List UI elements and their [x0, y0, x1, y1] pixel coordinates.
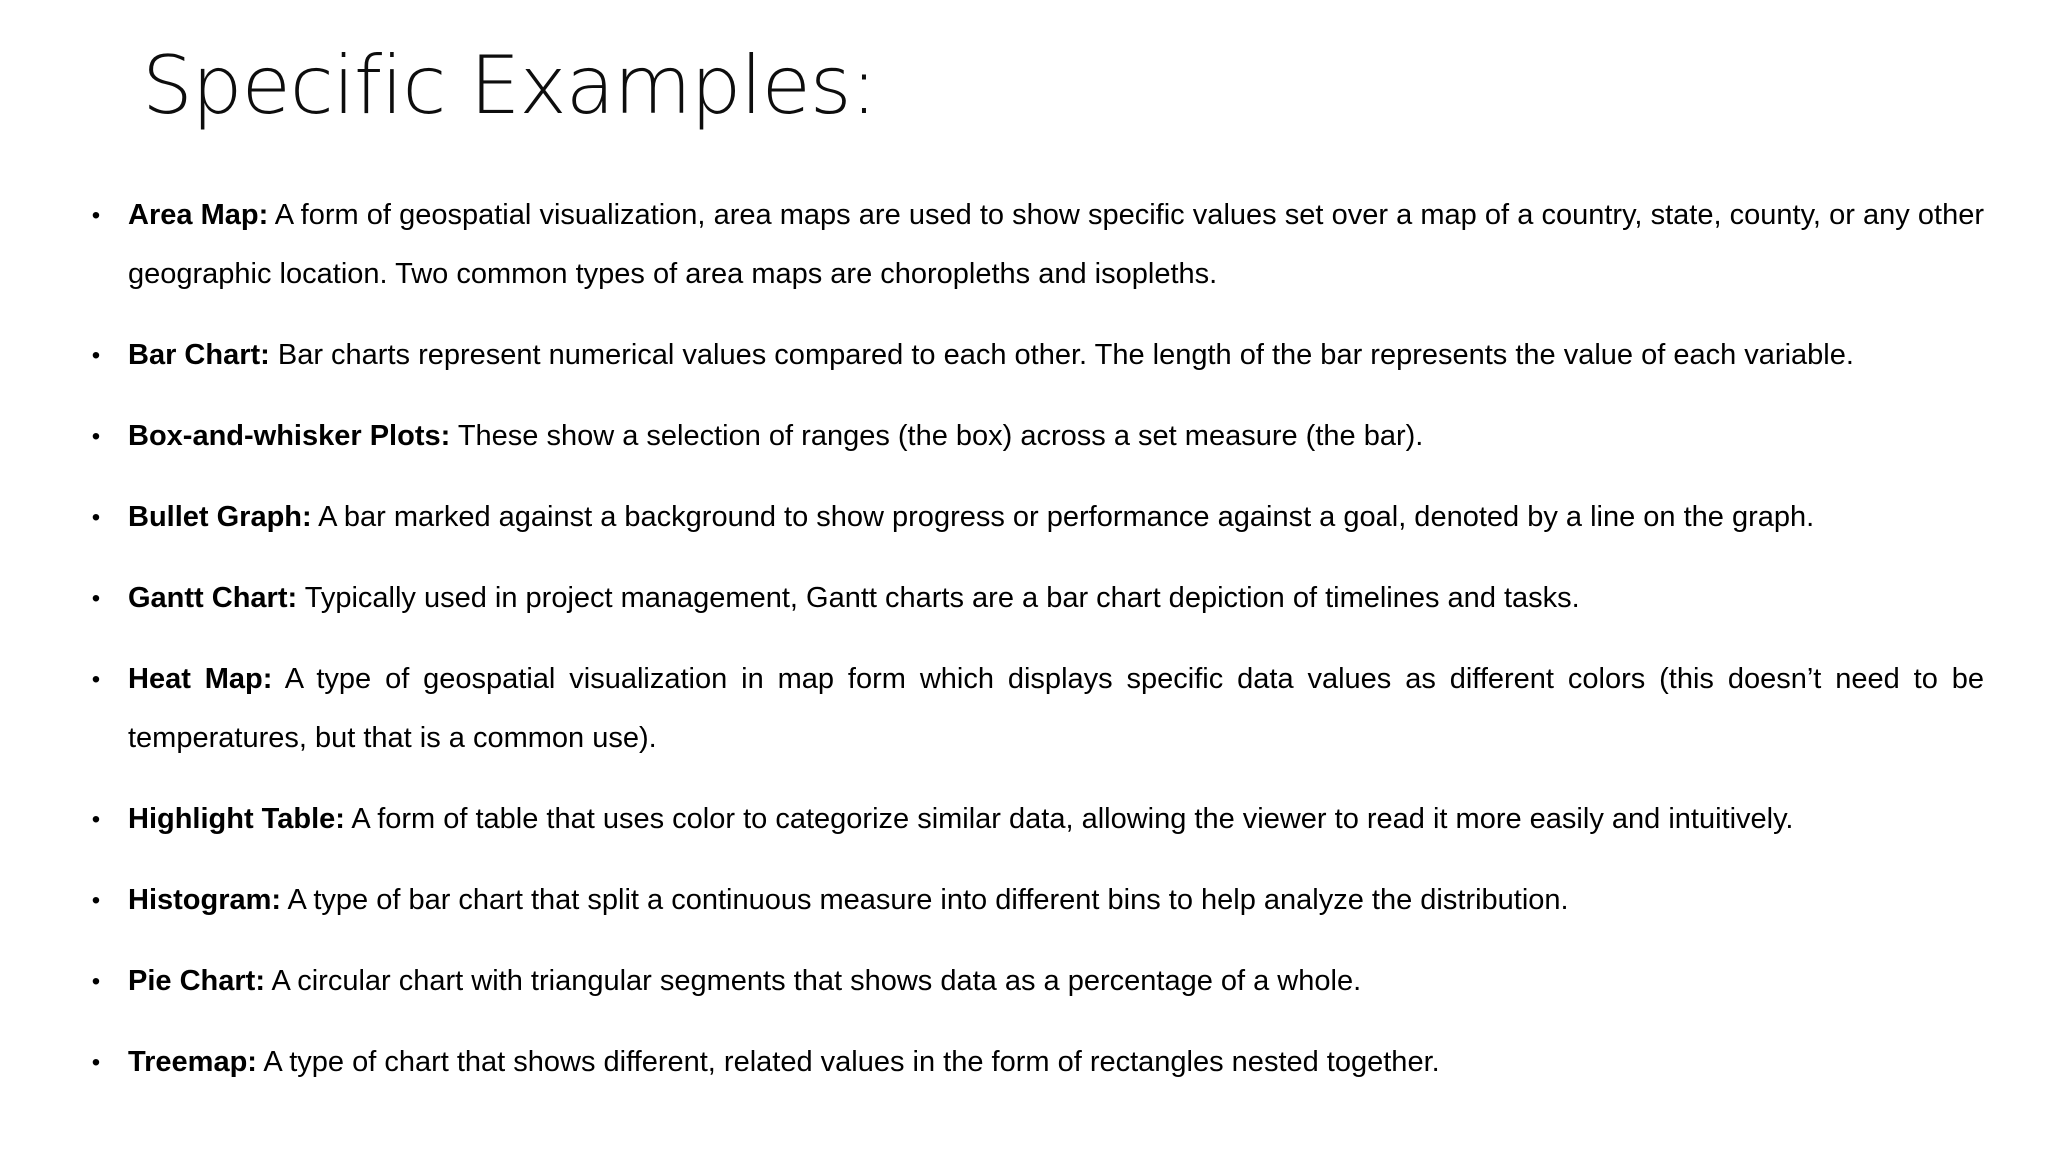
- bullet-icon: •: [91, 423, 101, 450]
- item-term: Histogram:: [128, 884, 282, 916]
- list-item-treemap: [84, 1033, 1984, 1092]
- list-item-box-and-whisker: [84, 407, 1984, 466]
- item-term: Highlight Table:: [128, 803, 345, 835]
- list-item-bullet-graph: [84, 488, 1984, 547]
- list-item-histogram: [84, 871, 1984, 930]
- item-term: Bar Chart:: [128, 339, 270, 371]
- list-item-area-map: [84, 186, 1984, 304]
- item-description: Typically used in project management, Gantt charts are a bar chart depiction of timelines and tasks.: [297, 582, 1580, 614]
- item-description: A type of geospatial visualization in map form which displays specific data values as different colors (this doesn’t need to be temperatures, but that is a common use).: [128, 663, 1984, 754]
- bullet-icon: •: [91, 887, 101, 914]
- item-description: A form of table that uses color to categorize similar data, allowing the viewer to read it more easily and intuitively.: [344, 803, 1794, 835]
- bullet-icon: •: [91, 968, 101, 995]
- bullet-icon: •: [91, 1049, 101, 1076]
- item-term: Box-and-whisker Plots:: [128, 420, 451, 452]
- item-description: A type of chart that shows different, related values in the form of rectangles nested together.: [256, 1046, 1440, 1078]
- item-term: Gantt Chart:: [128, 582, 298, 614]
- list-item-heat-map: [84, 650, 1984, 768]
- item-term: Pie Chart:: [128, 965, 265, 997]
- slide-title: Specific Examples:: [142, 39, 877, 132]
- item-description: A type of bar chart that split a continuous measure into different bins to help analyze the distribution.: [281, 884, 1569, 916]
- item-term: Heat Map:: [128, 663, 273, 695]
- bullet-icon: •: [91, 585, 101, 612]
- bullet-list: [84, 186, 1984, 1114]
- bullet-icon: •: [91, 342, 101, 369]
- bullet-icon: •: [91, 202, 101, 229]
- bullet-icon: •: [91, 666, 101, 693]
- item-term: Treemap:: [128, 1046, 257, 1078]
- item-description: A circular chart with triangular segments that shows data as a percentage of a whole.: [264, 965, 1362, 997]
- bullet-icon: •: [91, 806, 101, 833]
- list-item-highlight-table: [84, 790, 1984, 849]
- item-term: Bullet Graph:: [128, 501, 312, 533]
- item-description: A form of geospatial visualization, area maps are used to show specific values set over a map of a country, state, county, or any other geographic location. Two common types of area maps are choropleths and isopleths.: [128, 199, 1985, 290]
- item-term: Area Map:: [128, 199, 269, 231]
- list-item-pie-chart: [84, 952, 1984, 1011]
- bullet-icon: •: [91, 504, 101, 531]
- item-description: These show a selection of ranges (the box) across a set measure (the bar).: [450, 420, 1424, 452]
- item-description: A bar marked against a background to show progress or performance against a goal, denoted by a line on the graph.: [311, 501, 1815, 533]
- list-item-gantt-chart: [84, 569, 1984, 628]
- list-item-bar-chart: [84, 326, 1984, 385]
- item-description: Bar charts represent numerical values compared to each other. The length of the bar represents the value of each variable.: [269, 339, 1854, 371]
